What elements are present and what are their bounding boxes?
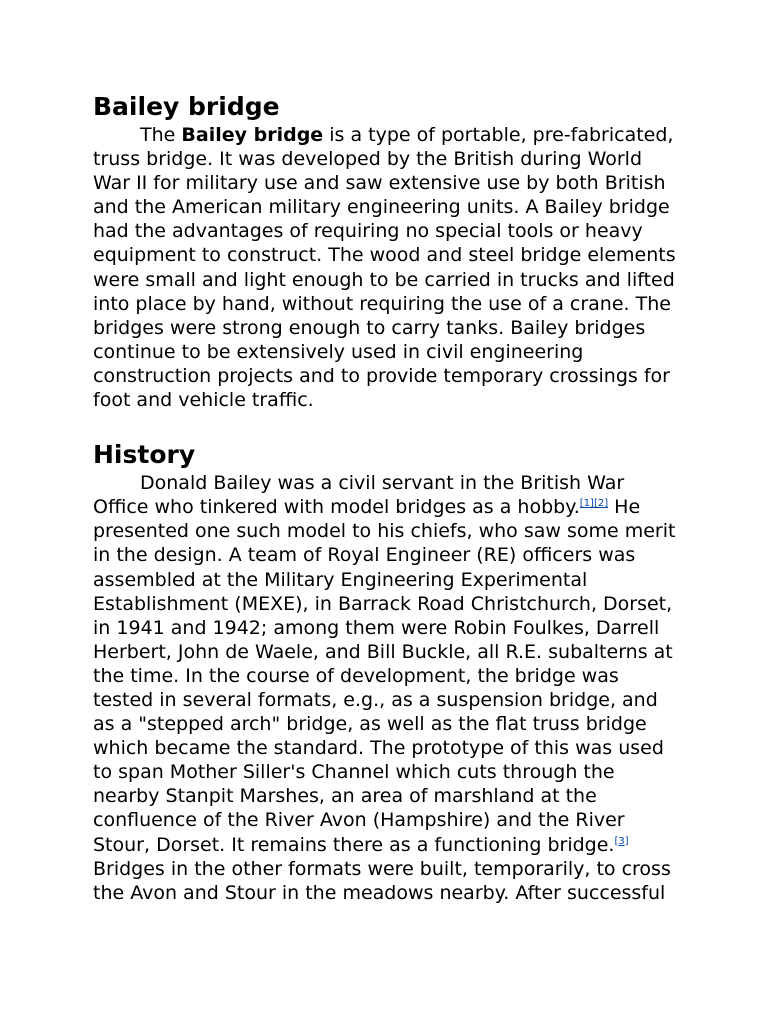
intro-body: is a type of portable, pre-fabricated, truss bridge. It was developed by the British during World War II for military use and saw extensive use by both British and the American military engineering units. A Bailey bridge had the advantages of requiring no special tools or heavy equipment to construct. The wood and steel bridge elements were small and light enough to be carried in trucks and lifted into place by hand, without requiring the use of a crane. The bridges were strong enough to carry tanks. Bailey bridges continue to be extensively used in civil engineering construction projects and to provide temporary crossings for foot and vehicle traffic. bbox=[93, 124, 676, 412]
citation-group-3 bbox=[614, 836, 628, 847]
history-text-part1: Donald Bailey was a civil servant in the British War Office who tinkered with model bridges as a hobby. bbox=[93, 472, 625, 519]
intro-bold-term: Bailey bridge bbox=[181, 124, 324, 146]
document-page bbox=[93, 91, 683, 905]
history-text-part2: He presented one such model to his chiefs, who saw some merit in the design. A team of Royal Engineer (RE) officers was assembled at the Military Engineering Experimental Establishment (MEXE), in Barrack Road Christchurch, Dorset, in 1941 and 1942; among them were Robin Foulkes, Darrell Herbert, John de Waele, and Bill Buckle, all R.E. subalterns at the time. In the course of development, the bridge was tested in several formats, e.g., as a suspension bridge, and as a "stepped arch" bridge, as well as the flat truss bridge which became the standard. The prototype of this was used to span Mother Siller's Channel which cuts through the nearby Stanpit Marshes, an area of marshland at the confluence of the River Avon (Hampshire) and the River Stour, Dorset. It remains there as a functioning bridge. bbox=[93, 496, 676, 856]
citation-group-1-2 bbox=[580, 498, 608, 509]
citation-link-3[interactable]: [3] bbox=[614, 835, 629, 847]
intro-lead: The bbox=[140, 124, 182, 146]
article-title: Bailey bridge bbox=[93, 92, 280, 121]
history-text-part3: Bridges in the other formats were built, temporarily, to cross the Avon and Stour in the meadows nearby. After successful bbox=[93, 857, 671, 904]
intro-paragraph bbox=[93, 123, 683, 412]
history-heading: History bbox=[93, 440, 196, 470]
citation-link-2[interactable]: [2] bbox=[593, 498, 609, 510]
citation-link-1[interactable]: [1] bbox=[579, 498, 594, 510]
history-paragraph bbox=[93, 471, 683, 905]
